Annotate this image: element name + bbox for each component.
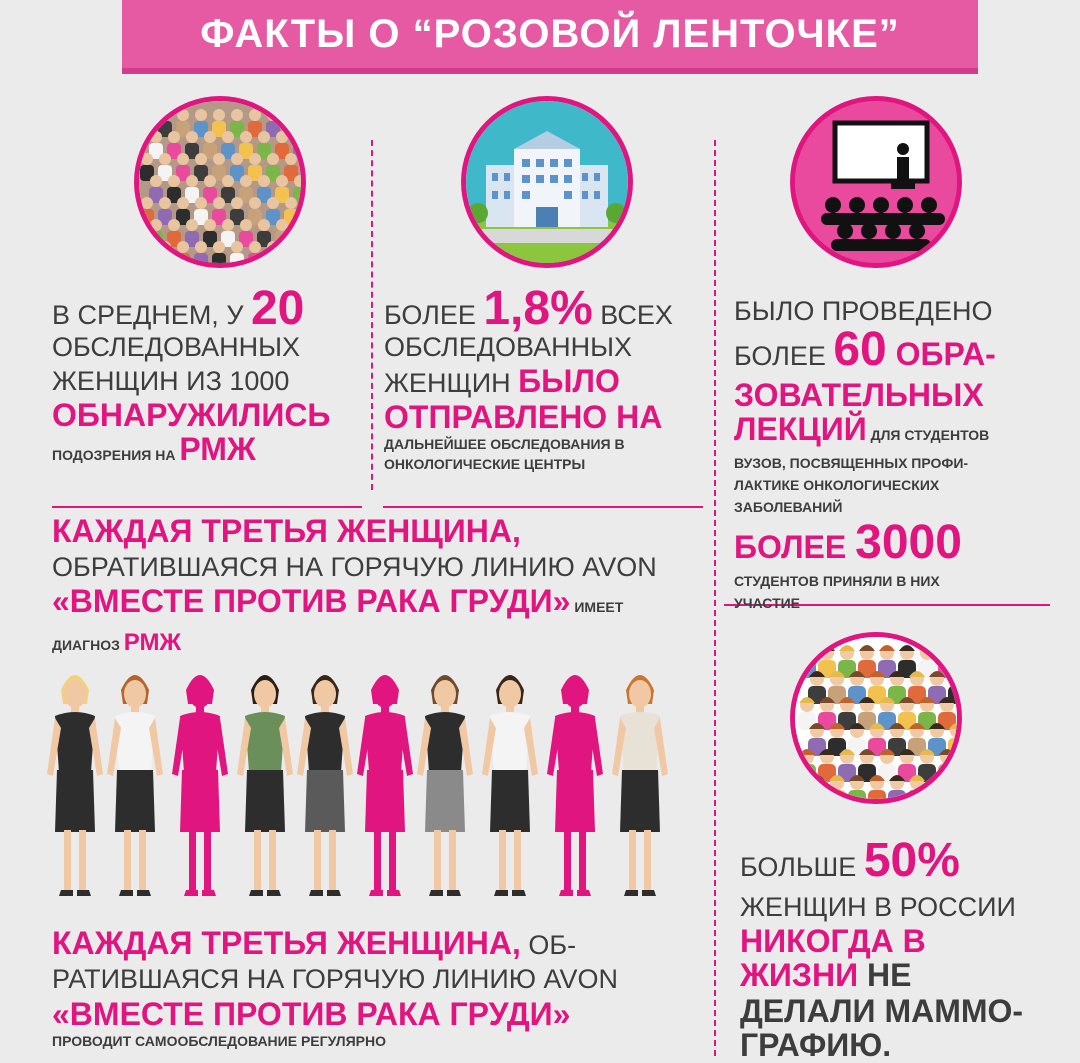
fact-2-bylo: БЫЛО (518, 363, 620, 399)
fact-2-text: БОЛЕЕ (384, 300, 484, 330)
fact-3-number2: 3000 (855, 516, 962, 569)
fact-2-line2: ОБСЛЕДОВАННЫХ (384, 332, 633, 362)
fact-1-rmzh: РМЖ (179, 431, 256, 467)
fact-3-line1: БЫЛО ПРОВЕДЕНО (734, 296, 993, 326)
fact-3-line6: ЛАКТИКЕ ОНКОЛОГИЧЕСКИХ (734, 477, 940, 493)
fact-5-line1: КАЖДАЯ ТРЕТЬЯ ЖЕНЩИНА, (52, 925, 521, 961)
fact-6-zhizni: ЖИЗНИ (740, 957, 859, 993)
fact-3-line3: ЗОВАТЕЛЬНЫХ (734, 377, 984, 413)
fact-3 (734, 294, 1064, 614)
fact-2-line3: ЖЕНЩИН (384, 368, 519, 398)
fact-4-line2: ОБРАТИВШАЯСЯ НА ГОРЯЧУЮ ЛИНИЮ AVON (52, 552, 657, 582)
fact-2-line4: ОТПРАВЛЕНО НА (384, 399, 663, 435)
page-title: ФАКТЫ О “РОЗОВОЙ ЛЕНТОЧКЕ” (200, 11, 900, 56)
crowd-icon (134, 96, 306, 268)
fact-4-diagnoz: ДИАГНОЗ (52, 637, 124, 653)
fact-3-line4: ДЛЯ СТУДЕНТОВ (866, 427, 990, 443)
fact-3-line10: УЧАСТИЕ (734, 595, 801, 611)
hospital-icon (461, 96, 633, 268)
fact-4-quote: «ВМЕСТЕ ПРОТИВ РАКА ГРУДИ» (52, 583, 571, 619)
fact-3-line5: ВУЗОВ, ПОСВЯЩЕННЫХ ПРОФИ- (734, 455, 969, 471)
fact-6-line6: ГРАФИЮ. (740, 1027, 892, 1063)
fact-6 (740, 834, 1070, 1063)
fact-2-text-b: ВСЕХ (592, 300, 673, 330)
lecture-icon (790, 96, 962, 268)
fact-6-line2: ЖЕНЩИН В РОССИИ (740, 892, 1016, 922)
fact-6-number: 50% (863, 834, 960, 887)
fact-6-line3: НИКОГДА В (740, 923, 926, 959)
fact-4-rmzh: РМЖ (123, 629, 182, 656)
fact-5-quote: «ВМЕСТЕ ПРОТИВ РАКА ГРУДИ» (52, 996, 571, 1032)
fact-1-text: В СРЕДНЕМ, У (52, 300, 251, 330)
fact-1-number: 20 (250, 282, 305, 335)
fact-5-line2: РАТИВШАЯСЯ НА ГОРЯЧУЮ ЛИНИЮ AVON (52, 964, 619, 994)
fact-4 (52, 512, 712, 662)
fact-4-imeet: ИМЕЕТ (570, 599, 624, 615)
fact-6-ne: НЕ (858, 957, 912, 993)
fact-5 (52, 926, 712, 1050)
fact-2-line5: ДАЛЬНЕЙШЕЕ ОБСЛЕДОВАНИЯ В (384, 436, 625, 452)
fact-2-line6: ОНКОЛОГИЧЕСКИЕ ЦЕНТРЫ (384, 456, 586, 472)
fact-5-line4: ПРОВОДИТ САМООБСЛЕДОВАНИЕ РЕГУЛЯРНО (52, 1033, 386, 1049)
fact-3-obra: ОБРА- (886, 336, 996, 372)
title-banner (122, 0, 978, 74)
fact-4-line1: КАЖДАЯ ТРЕТЬЯ ЖЕНЩИНА, (52, 513, 521, 549)
fact-1-line4: ОБНАРУЖИЛИСЬ (52, 397, 331, 433)
fact-2 (384, 282, 714, 474)
fact-3-lectures: ЛЕКЦИЙ (734, 411, 867, 447)
divider-vertical-2 (714, 140, 716, 1056)
fact-6-line5: ДЕЛАЛИ МАММО- (740, 993, 1024, 1029)
fact-1-line3: ЖЕНЩИН ИЗ 1000 (52, 366, 290, 396)
fact-3-line7: ЗАБОЛЕВАНИЙ (734, 499, 843, 515)
fact-2-number: 1,8% (483, 282, 593, 335)
women-group-illustration (40, 664, 700, 902)
divider-horizontal-left (52, 506, 362, 508)
fact-3-line9: СТУДЕНТОВ ПРИНЯЛИ В НИХ (734, 573, 940, 589)
fact-5-ob: ОБ- (520, 930, 577, 960)
fact-1 (52, 282, 372, 472)
women-crowd-icon (790, 632, 962, 804)
fact-3-line2: БОЛЕЕ (734, 341, 834, 371)
divider-horizontal-mid (383, 506, 703, 508)
fact-3-number: 60 (833, 323, 887, 376)
fact-3-bolee: БОЛЕЕ (734, 529, 856, 565)
fact-6-text: БОЛЬШЕ (740, 852, 864, 882)
fact-1-line5: ПОДОЗРЕНИЯ НА (52, 447, 180, 463)
fact-1-line2: ОБСЛЕДОВАННЫХ (52, 332, 301, 362)
